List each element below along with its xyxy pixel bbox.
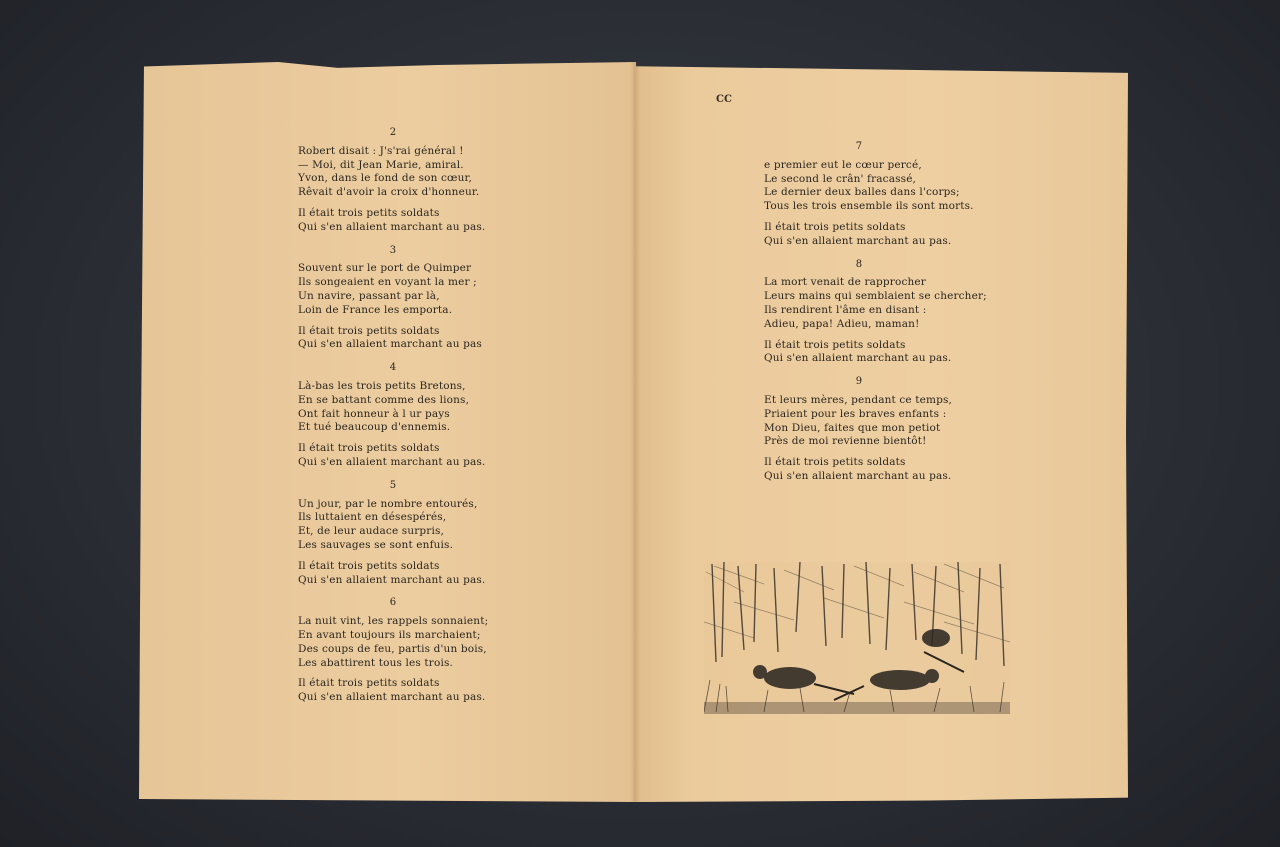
stanza (298, 596, 598, 705)
verse-line: Leurs mains qui semblaient se chercher; (764, 290, 987, 303)
stanza (298, 361, 598, 470)
verse-line: Mon Dieu, faites que mon petiot (764, 421, 941, 434)
refrain-line: Il était trois petits soldats (298, 677, 440, 690)
right-page-text (764, 140, 1064, 484)
stanza (298, 244, 598, 353)
refrain-line: Il était trois petits soldats (298, 206, 440, 219)
refrain (764, 456, 1064, 484)
verse-line: Le dernier deux balles dans l'corps; (764, 186, 960, 199)
stanza-number: 6 (389, 597, 397, 609)
verse-line: Souvent sur le port de Quimper (298, 262, 472, 275)
stanza-number: 5 (389, 479, 397, 491)
stanza-lines (298, 615, 598, 670)
refrain-line: Il était trois petits soldats (764, 220, 906, 233)
verse-line: La nuit vint, les rappels sonnaient; (298, 615, 489, 628)
verse-line: Près de moi revienne bientôt! (764, 435, 927, 448)
verse-line: Et tué beaucoup d'ennemis. (298, 421, 451, 434)
refrain-line: Qui s'en allaient marchant au pas. (298, 573, 486, 586)
stanza-lines (764, 159, 1064, 214)
verse-line: — Moi, dit Jean Marie, amiral. (298, 158, 464, 171)
stanza (764, 375, 1064, 484)
stanza-number: 2 (389, 127, 397, 138)
refrain-line: Il était trois petits soldats (298, 559, 440, 572)
page-mark: CC (716, 94, 732, 105)
verse-line: La mort venait de rapprocher (764, 276, 926, 289)
verse-line: Ils songeaient en voyant la mer ; (298, 276, 477, 289)
verse-line: Le second le crân' fracassé, (764, 172, 917, 185)
stanza (298, 479, 598, 588)
stanza-number: 4 (389, 362, 397, 374)
verse-line: Ont fait honneur à l ur pays (298, 407, 450, 420)
stanza (764, 258, 1064, 367)
stanza (764, 140, 1064, 249)
verse-line: Yvon, dans le fond de son cœur, (298, 172, 472, 185)
verse-line: e premier eut le cœur percé, (764, 158, 922, 171)
stanza-lines (764, 394, 1064, 449)
stanza-number: 9 (855, 376, 863, 388)
refrain (298, 442, 598, 470)
verse-line: Tous les trois ensemble ils sont morts. (764, 200, 974, 213)
refrain-line: Qui s'en allaient marchant au pas (298, 338, 482, 351)
verse-line: En avant toujours ils marchaient; (298, 628, 481, 641)
left-page-text (298, 126, 598, 705)
stanza-lines (298, 145, 598, 200)
stanza-lines (764, 276, 1064, 331)
stanza-number: 7 (855, 141, 863, 152)
refrain-line: Il était trois petits soldats (298, 324, 440, 337)
refrain-line: Qui s'en allaient marchant au pas. (298, 455, 486, 468)
verse-line: En se battant comme des lions, (298, 393, 470, 406)
stanza-number: 3 (389, 244, 397, 256)
refrain-line: Il était trois petits soldats (764, 456, 906, 469)
verse-line: Des coups de feu, partis d'un bois, (298, 642, 487, 655)
refrain-line: Qui s'en allaient marchant au pas. (298, 220, 486, 233)
verse-line: Là-bas les trois petits Bretons, (298, 379, 466, 392)
stanza-lines (298, 380, 598, 435)
stanza (298, 126, 598, 235)
verse-line: Et leurs mères, pendant ce temps, (764, 393, 952, 406)
verse-line: Ils rendirent l'âme en disant : (764, 303, 927, 316)
stanza-number: 8 (855, 258, 863, 270)
verse-line: Un navire, passant par là, (298, 289, 440, 302)
refrain-line: Qui s'en allaient marchant au pas. (764, 352, 952, 365)
refrain (298, 325, 598, 353)
verse-line: Les sauvages se sont enfuis. (298, 538, 454, 551)
refrain-line: Il était trois petits soldats (298, 442, 440, 455)
refrain (298, 560, 598, 588)
engraving-soldiers-in-woods-icon (704, 562, 1010, 714)
refrain (764, 221, 1064, 249)
verse-line: Priaient pour les braves enfants : (764, 407, 947, 420)
refrain (298, 207, 598, 235)
refrain (764, 339, 1064, 367)
verse-line: Adieu, papa! Adieu, maman! (764, 317, 920, 330)
verse-line: Loin de France les emporta. (298, 303, 453, 316)
verse-line: Rêvait d'avoir la croix d'honneur. (298, 186, 480, 199)
verse-line: Un jour, par le nombre entourés, (298, 497, 478, 510)
refrain-line: Qui s'en allaient marchant au pas. (298, 691, 486, 704)
verse-line: Robert disait : J's'rai général ! (298, 144, 464, 157)
stanza-lines (298, 262, 598, 317)
verse-line: Les abattirent tous les trois. (298, 656, 453, 669)
verse-line: Et, de leur audace surpris, (298, 525, 445, 538)
verse-line: Ils luttaient en désespérés, (298, 511, 447, 524)
stanza-lines (298, 498, 598, 553)
refrain-line: Il était trois petits soldats (764, 338, 906, 351)
refrain (298, 677, 598, 705)
center-fold (630, 62, 640, 802)
refrain-line: Qui s'en allaient marchant au pas. (764, 234, 952, 247)
refrain-line: Qui s'en allaient marchant au pas. (764, 469, 952, 482)
